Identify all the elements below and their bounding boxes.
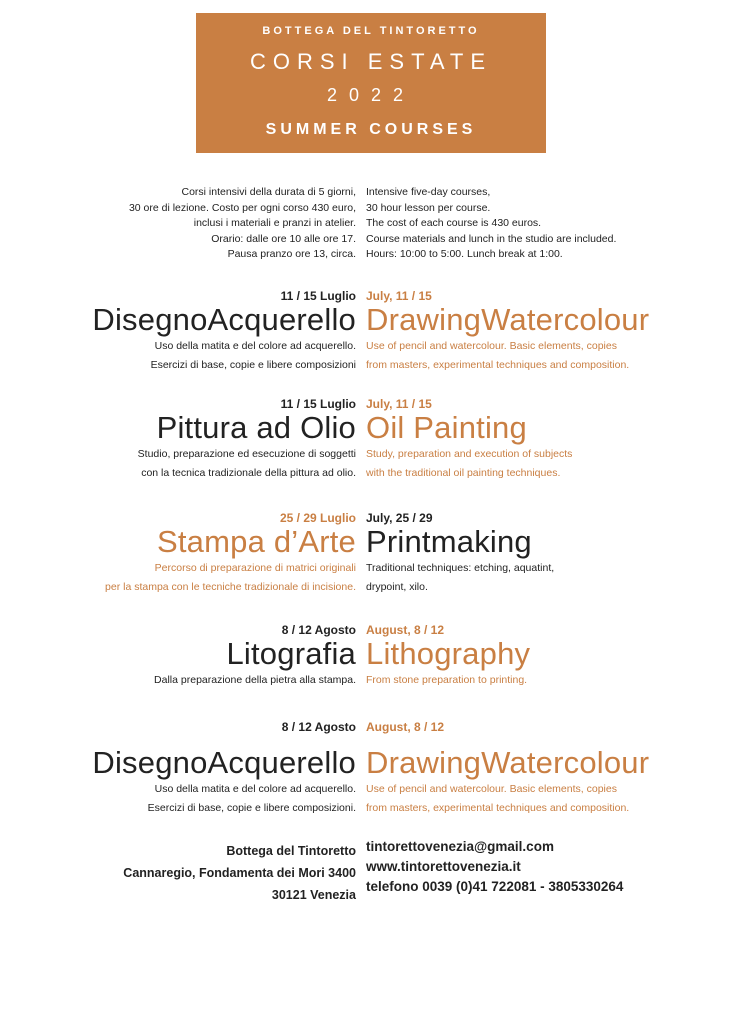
course-en-desc: drypoint, xilo. [366, 581, 428, 593]
course-en [366, 720, 649, 818]
course-en-title: DrawingWatercolour [366, 745, 650, 780]
course-en-desc: From stone preparation to printing. [366, 674, 528, 686]
course-it-desc: con la tecnica tradizionale della pittura ad olio. [141, 467, 356, 479]
footer-address [123, 840, 356, 906]
intro-en-line: Intensive five-day courses, [366, 186, 491, 198]
course-it-desc: Uso della matita e del colore ad acquerello. [154, 783, 356, 795]
course-en-date: August, 8 / 12 [366, 623, 445, 637]
course-en-title: Printmaking [366, 524, 532, 559]
intro-en-line: The cost of each course is 430 euros. [366, 217, 542, 229]
course-it-desc: Esercizi di base, copie e libere composizioni [150, 359, 356, 371]
course-en-date: July, 11 / 15 [366, 397, 432, 411]
course-en [366, 289, 649, 375]
phone-number: telefono 0039 (0)41 722081 - 3805330264 [366, 879, 624, 894]
address-line: Bottega del Tintoretto [226, 844, 356, 858]
course-en-desc: Use of pencil and watercolour. Basic elements, copies [366, 783, 617, 795]
course-it [154, 623, 356, 690]
intro-en-line: 30 hour lesson per course. [366, 201, 491, 214]
course-it-desc: per la stampa con le tecniche tradizionale di incisione. [105, 581, 356, 593]
course-it-title: DisegnoAcquerello [92, 745, 356, 780]
course-en-date: July, 11 / 15 [366, 289, 432, 303]
course-it-title: Pittura ad Olio [156, 410, 356, 445]
course-it-title: Litografia [226, 636, 356, 671]
course-en-date: August, 8 / 12 [366, 720, 445, 734]
course-it [138, 397, 356, 483]
intro-it-line: 30 ore di lezione. Costo per ogni corso 430 euro, [128, 201, 356, 214]
course-en [366, 511, 554, 597]
course-it-desc: Percorso di preparazione di matrici originali [154, 562, 356, 574]
course-it-date: 25 / 29 Luglio [279, 511, 356, 525]
course-it [105, 511, 356, 597]
course-en [366, 397, 572, 483]
course-en-date: July, 25 / 29 [366, 511, 433, 525]
course-it-desc: Esercizi di base, copie e libere composizioni. [147, 802, 356, 814]
intro-italian [56, 185, 356, 263]
course-en-desc: with the traditional oil painting techniques. [366, 467, 561, 479]
course-it-title: DisegnoAcquerello [92, 302, 356, 337]
banner-org: BOTTEGA DEL TINTORETTO [262, 25, 480, 37]
intro-english [366, 185, 666, 263]
course-it-date: 8 / 12 Agosto [281, 623, 356, 637]
course-en [366, 623, 530, 690]
course-en-desc: Traditional techniques: etching, aquatint, [366, 562, 555, 574]
course-en-desc: Study, preparation and execution of subjects [366, 448, 573, 460]
course-en-title: Lithography [366, 636, 531, 671]
course-it-date: 11 / 15 Luglio [280, 397, 356, 411]
course-it-date: 11 / 15 Luglio [280, 289, 356, 303]
address-line: 30121 Venezia [271, 888, 356, 902]
intro-it-line: inclusi i materiali e pranzi in atelier. [193, 217, 356, 229]
banner-title: CORSI ESTATE [249, 49, 493, 74]
intro-it-line: Pausa pranzo ore 13, circa. [227, 248, 356, 260]
course-it [92, 289, 356, 375]
course-en-desc: Use of pencil and watercolour. Basic elements, copies [366, 340, 617, 352]
course-en-title: Oil Painting [366, 410, 527, 445]
intro-en-line: Course materials and lunch in the studio are included. [366, 232, 617, 245]
course-it-desc: Studio, preparazione ed esecuzione di soggetti [137, 448, 356, 460]
address-line: Cannaregio, Fondamenta dei Mori 3400 [123, 866, 356, 880]
course-it [92, 720, 356, 818]
course-it-desc: Dalla preparazione della pietra alla stampa. [154, 674, 356, 686]
email-link[interactable]: tintorettovenezia@gmail.com [366, 839, 554, 854]
intro-it-line: Corsi intensivi della durata di 5 giorni, [181, 186, 356, 198]
intro-en-line: Hours: 10:00 to 5:00. Lunch break at 1:00. [366, 248, 563, 260]
course-it-title: Stampa d’Arte [156, 524, 356, 559]
banner-subtitle: SUMMER COURSES [265, 121, 477, 138]
header-banner [196, 13, 546, 153]
course-en-title: DrawingWatercolour [366, 302, 650, 337]
website-link[interactable]: www.tintorettovenezia.it [366, 859, 521, 874]
course-it-date: 8 / 12 Agosto [281, 720, 356, 734]
banner-year: 2022 [326, 85, 416, 105]
intro-it-line: Orario: dalle ore 10 alle ore 17. [211, 232, 356, 245]
course-en-desc: from masters, experimental techniques and composition. [366, 359, 630, 371]
course-en-desc: from masters, experimental techniques and composition. [366, 802, 630, 814]
course-it-desc: Uso della matita e del colore ad acquerello. [154, 340, 356, 352]
footer-contacts [366, 837, 623, 897]
